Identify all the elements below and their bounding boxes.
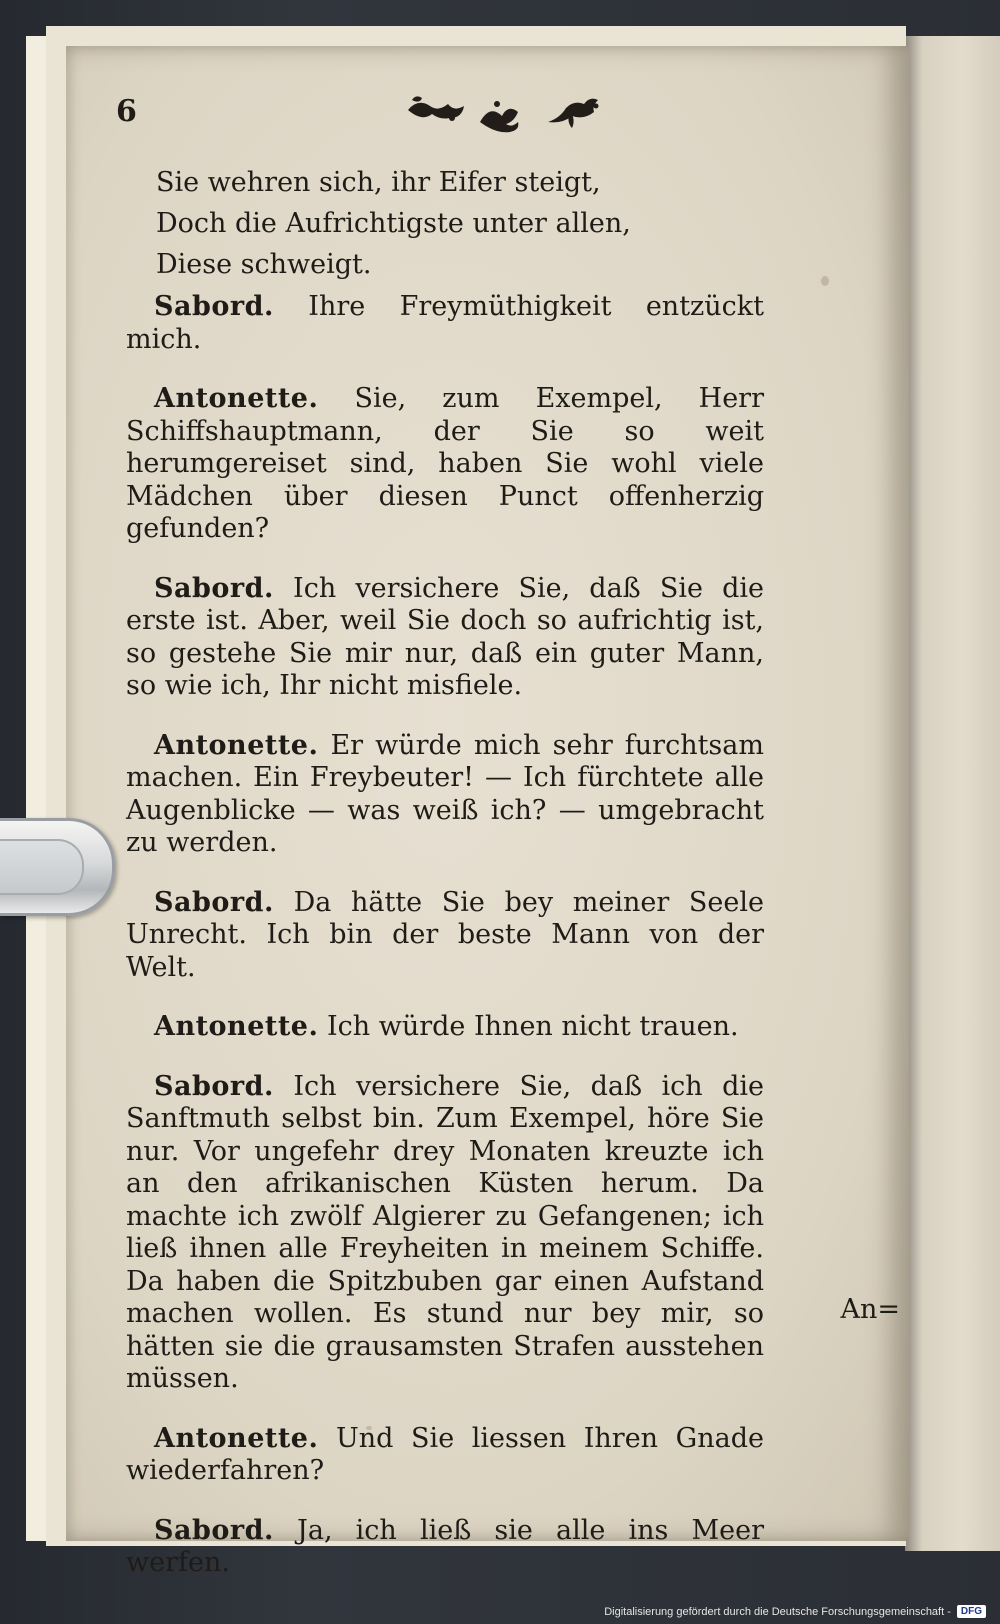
verse-line: Doch die Aufrichtigste unter allen, — [156, 208, 631, 239]
credit-text: Digitalisierung gefördert durch die Deutsche Forschungsgemeinschaft - — [604, 1605, 951, 1618]
speaker-name: Sabord. — [154, 572, 274, 604]
speech-text: Ich versichere Sie, daß Sie die erste ist. Aber, weil Sie doch so aufrichtig ist, so gestehe Sie mir nur, daß ein guter Mann, so wie ich, Ihr nicht misfiele. — [126, 572, 764, 701]
dialogue-paragraph — [126, 887, 764, 985]
binder-clip-icon — [0, 818, 115, 916]
speaker-name: Antonette. — [154, 1422, 319, 1454]
speaker-name: Sabord. — [154, 1070, 274, 1102]
dialogue-paragraph — [126, 573, 764, 703]
fleuron-left — [408, 96, 464, 121]
dialogue-paragraph — [126, 291, 764, 356]
speaker-name: Antonette. — [154, 383, 319, 414]
verse-line: Diese schweigt. — [156, 249, 372, 280]
speech-text: Und Sie liessen Ihren Gnade wiederfahren? — [126, 1422, 764, 1486]
dialogue-paragraph — [126, 1515, 764, 1580]
next-page-edge — [905, 36, 1000, 1551]
page-text — [126, 122, 764, 1607]
catchword: An= — [840, 1294, 900, 1325]
speaker-name: Sabord. — [154, 1514, 274, 1546]
verse-line: Sie wehren sich, ihr Eifer steigt, — [156, 167, 601, 198]
speech-text: Da hätte Sie bey meiner Seele Unrecht. Ich bin der beste Mann von der Welt. — [126, 886, 764, 983]
verse-block — [156, 162, 764, 285]
dialogue-paragraph — [126, 730, 764, 860]
speech-text: Ihre Freymüthigkeit entzückt mich. — [126, 291, 764, 355]
binder-clip-inner — [0, 839, 84, 895]
speaker-name: Antonette. — [154, 1011, 319, 1042]
dialogue-paragraph — [126, 1423, 764, 1488]
speaker-name: Antonette. — [154, 729, 319, 761]
speech-text: Er würde mich sehr furchtsam machen. Ein Freybeuter! — Ich fürchtete alle Augenblicke — was weiß ich? — umgebracht zu werden. — [126, 729, 764, 858]
speaker-name: Sabord. — [154, 291, 274, 322]
dialogue-paragraph — [126, 383, 764, 546]
dialogue-paragraph — [126, 1011, 764, 1044]
digitization-credit — [604, 1605, 986, 1618]
paper-stain — [821, 276, 829, 286]
speech-text: Ja, ich ließ sie alle ins Meer werfen. — [126, 1514, 764, 1578]
speech-text: Ich würde Ihnen nicht trauen. — [326, 1011, 739, 1042]
dfg-logo: DFG — [957, 1605, 986, 1618]
dialogue-paragraph — [126, 1071, 764, 1396]
speaker-name: Sabord. — [154, 886, 274, 918]
speech-text: Sie, zum Exempel, Herr Schiffshauptmann, der Sie so weit herumgereiset sind, haben Sie wohl viele Mädchen über diesen Punct offenherzig gefunden? — [126, 383, 764, 544]
page-number: 6 — [116, 94, 137, 129]
speech-text: Ich versichere Sie, daß ich die Sanftmuth selbst bin. Zum Exempel, höre Sie nur. Vor ungefehr drey Monaten kreuzte ich an den afrikanischen Küsten herum. Da machte ich zwölf Algierer zu Gefangenen; ich ließ ihnen alle Freyheiten in meinem Schiffe. Da haben die Spitzbuben gar einen Aufstand machen wollen. Es stund nur bey mir, so hätten sie die grausamsten Strafen ausstehen müssen. — [126, 1070, 764, 1394]
